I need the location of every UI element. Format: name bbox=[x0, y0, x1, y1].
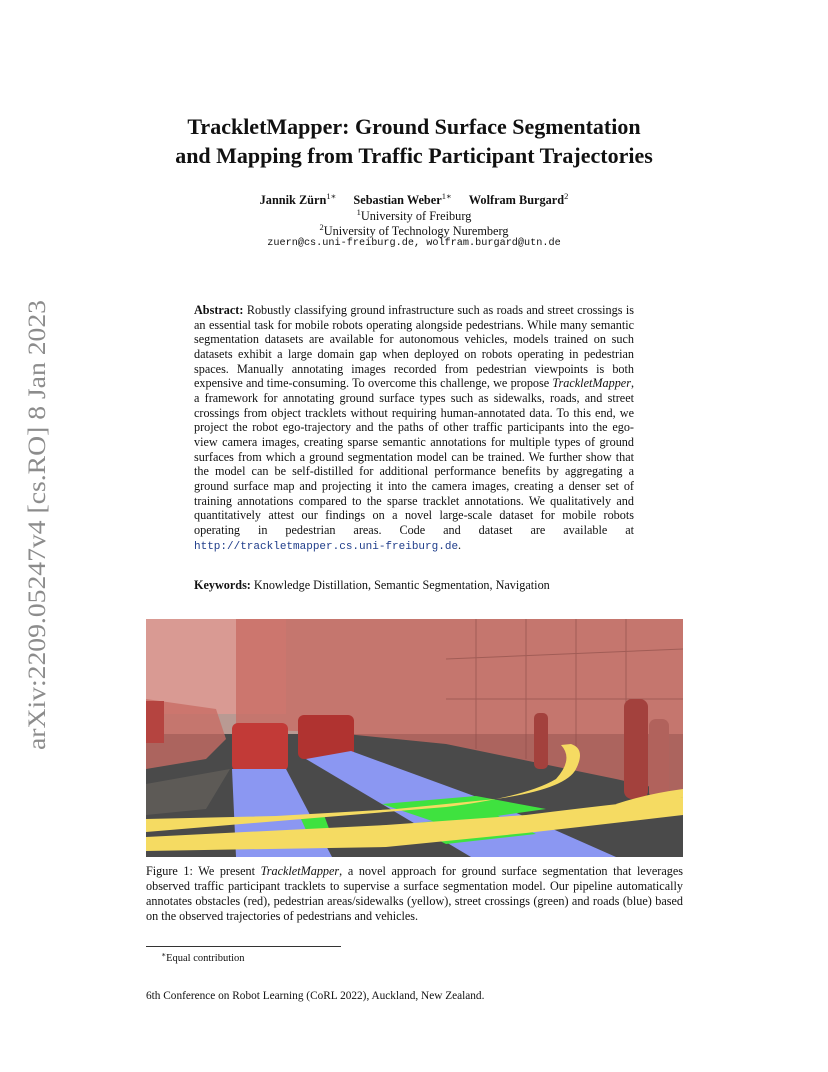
keywords-label: Keywords: bbox=[194, 578, 251, 592]
footnote: ∗Equal contribution bbox=[161, 950, 245, 964]
abstract-text: Robustly classifying ground infrastructure such as roads and street crossings is an essential task for mobile robots operating alongside pedestrians. While many semantic segmentation datasets are available for autonomous vehicles, models trained on such datasets exhibit a large domain gap when deployed on robots operating in pedestrian spaces. Manually annotating images recorded from pedestrian viewpoints is both expensive and time-consuming. To overcome this challenge, we propose bbox=[194, 303, 634, 391]
segmentation-illustration bbox=[146, 619, 683, 857]
figure-caption: Figure 1: We present TrackletMapper, a novel approach for ground surface segmentation that leverages observed traffic participant tracklets to supervise a surface segmentation model. Our pipeline automatically annotates obstacles (red), pedestrian areas/sidewalks (yellow), street crossings (green) and roads (blue) based on the observed trajectories of pedestrians and vehicles. bbox=[146, 864, 683, 923]
method-name: TrackletMapper bbox=[260, 864, 340, 878]
figure-1-image bbox=[146, 619, 683, 857]
author-emails: zuern@cs.uni-freiburg.de, wolfram.burgard@utn.de bbox=[267, 238, 561, 249]
author: Sebastian Weber$^{1∗}$ bbox=[353, 191, 452, 207]
affiliation: $^2$University of Technology Nuremberg bbox=[319, 222, 509, 238]
keywords bbox=[194, 578, 634, 593]
title-line-2: and Mapping from Traffic Participant Trajectories bbox=[175, 143, 653, 168]
pedestrian bbox=[624, 699, 648, 799]
author-list bbox=[100, 191, 728, 208]
paper-title bbox=[100, 112, 728, 170]
pedestrian bbox=[649, 719, 669, 799]
author: Jannik Zürn$^{1∗}$ bbox=[259, 191, 337, 207]
conference-note: 6th Conference on Robot Learning (CoRL 2022), Auckland, New Zealand. bbox=[146, 990, 485, 1002]
keywords-text: Knowledge Distillation, Semantic Segmentation, Navigation bbox=[253, 578, 550, 592]
title-line-1: TrackletMapper: Ground Surface Segmentation bbox=[187, 114, 641, 139]
project-url-link[interactable]: http://trackletmapper.cs.uni-freiburg.de bbox=[194, 540, 459, 553]
pedestrian bbox=[534, 713, 548, 769]
arxiv-id: arXiv:2209.05247v4 [cs.RO] 8 Jan 2023 bbox=[24, 343, 51, 750]
author: Wolfram Burgard$^2$ bbox=[468, 191, 569, 207]
car bbox=[232, 723, 288, 771]
footnote-rule bbox=[146, 946, 341, 947]
abstract: Abstract: Robustly classifying ground infrastructure such as roads and street crossings is an essential task for mobile robots operating alongside pedestrians. While many semantic segmentation datasets are available for autonomous vehicles, models trained on such datasets exhibit a large domain gap when deployed on robots operating in pedestrian spaces. Manually annotating images recorded from pedestrian viewpoints is both expensive and time-consuming. To overcome this challenge, we propose TrackletMapper, a framework for annotating ground surface types such as sidewalks, roads, and street crossings from object tracklets without requiring human-annotated data. To this end, we project the robot ego-trajectory and the paths of other traffic participants into the ego-view camera images, creating sparse semantic annotations for multiple types of ground surfaces from which a ground segmentation model can be trained. We further show that the model can be self-distilled for additional performance benefits by aggregating a ground surface map and projecting it into the camera images, creating a denser set of training annotations compared to the sparse tracklet annotations. We qualitatively and quantitatively attest our findings on a novel large-scale dataset for mobile robots operating in pedestrian areas. Code and dataset are available at http://trackletmapper.cs.uni-freiburg.de. bbox=[194, 303, 634, 553]
affiliation: $^1$University of Freiburg bbox=[356, 207, 472, 223]
abstract-text: , a framework for annotating ground surface types such as sidewalks, roads, and street crossings from object tracklets without requiring human-annotated data. To this end, we project the robot ego-trajectory and the paths of other traffic participants into the ego-view camera images, creating sparse semantic annotations for multiple types of ground surfaces from which a ground segmentation model can be trained. We further show that the model can be self-distilled for additional performance benefits by aggregating a ground surface map and projecting it into the camera images, creating a denser set of training annotations compared to the sparse tracklet annotations. We qualitatively and quantitatively attest our findings on a novel large-scale dataset for mobile robots operating in pedestrian areas. Code and dataset are available at bbox=[194, 376, 634, 537]
arxiv-stamp bbox=[23, 300, 53, 750]
abstract-label: Abstract: bbox=[194, 303, 244, 317]
method-name: TrackletMapper bbox=[552, 376, 631, 391]
